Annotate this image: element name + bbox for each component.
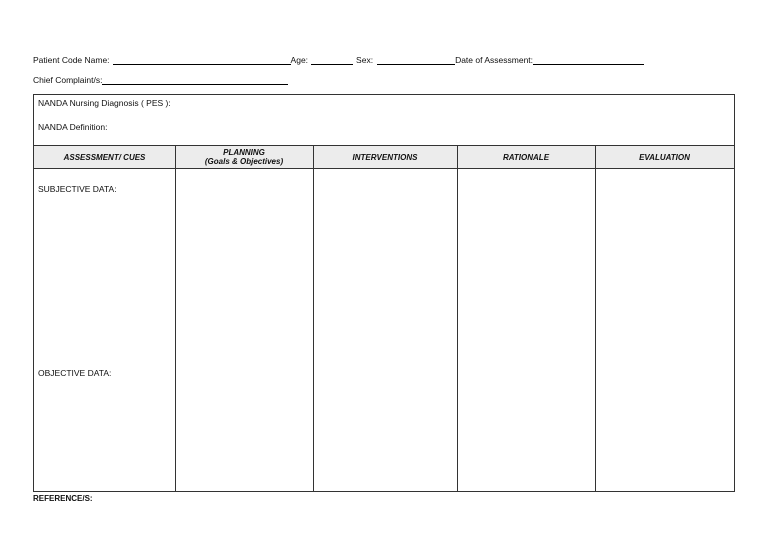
subjective-data-label: SUBJECTIVE DATA: [38, 184, 117, 194]
age-field[interactable] [311, 55, 353, 65]
header-evaluation: EVALUATION [639, 152, 690, 162]
care-plan-table [33, 94, 735, 492]
header-rationale: RATIONALE [502, 152, 550, 162]
reference-label: REFERENCE/S: [33, 494, 93, 503]
column-divider [175, 145, 176, 491]
sex-field[interactable] [377, 55, 455, 65]
header-planning: PLANNING (Goals & Objectives) [204, 148, 284, 166]
date-label: Date of Assessment: [455, 55, 534, 65]
column-divider [313, 145, 314, 491]
complaint-row [33, 75, 288, 85]
age-label: Age: [290, 55, 309, 65]
patient-code-label: Patient Code Name: [33, 55, 110, 65]
date-field[interactable] [533, 55, 644, 65]
header-assessment: ASSESSMENT/ CUES [63, 152, 146, 162]
column-divider [595, 145, 596, 491]
patient-info-row [33, 55, 644, 65]
column-divider [457, 145, 458, 491]
table-header [34, 145, 734, 169]
chief-complaint-field[interactable] [102, 75, 288, 85]
chief-complaint-label: Chief Complaint/s: [33, 75, 103, 85]
objective-data-label: OBJECTIVE DATA: [38, 368, 112, 378]
nanda-definition-label: NANDA Definition: [38, 122, 108, 132]
patient-code-field[interactable] [113, 55, 291, 65]
header-interventions: INTERVENTIONS [352, 152, 418, 162]
sex-label: Sex: [356, 55, 374, 65]
nanda-diagnosis-label: NANDA Nursing Diagnosis ( PES ): [38, 98, 171, 108]
